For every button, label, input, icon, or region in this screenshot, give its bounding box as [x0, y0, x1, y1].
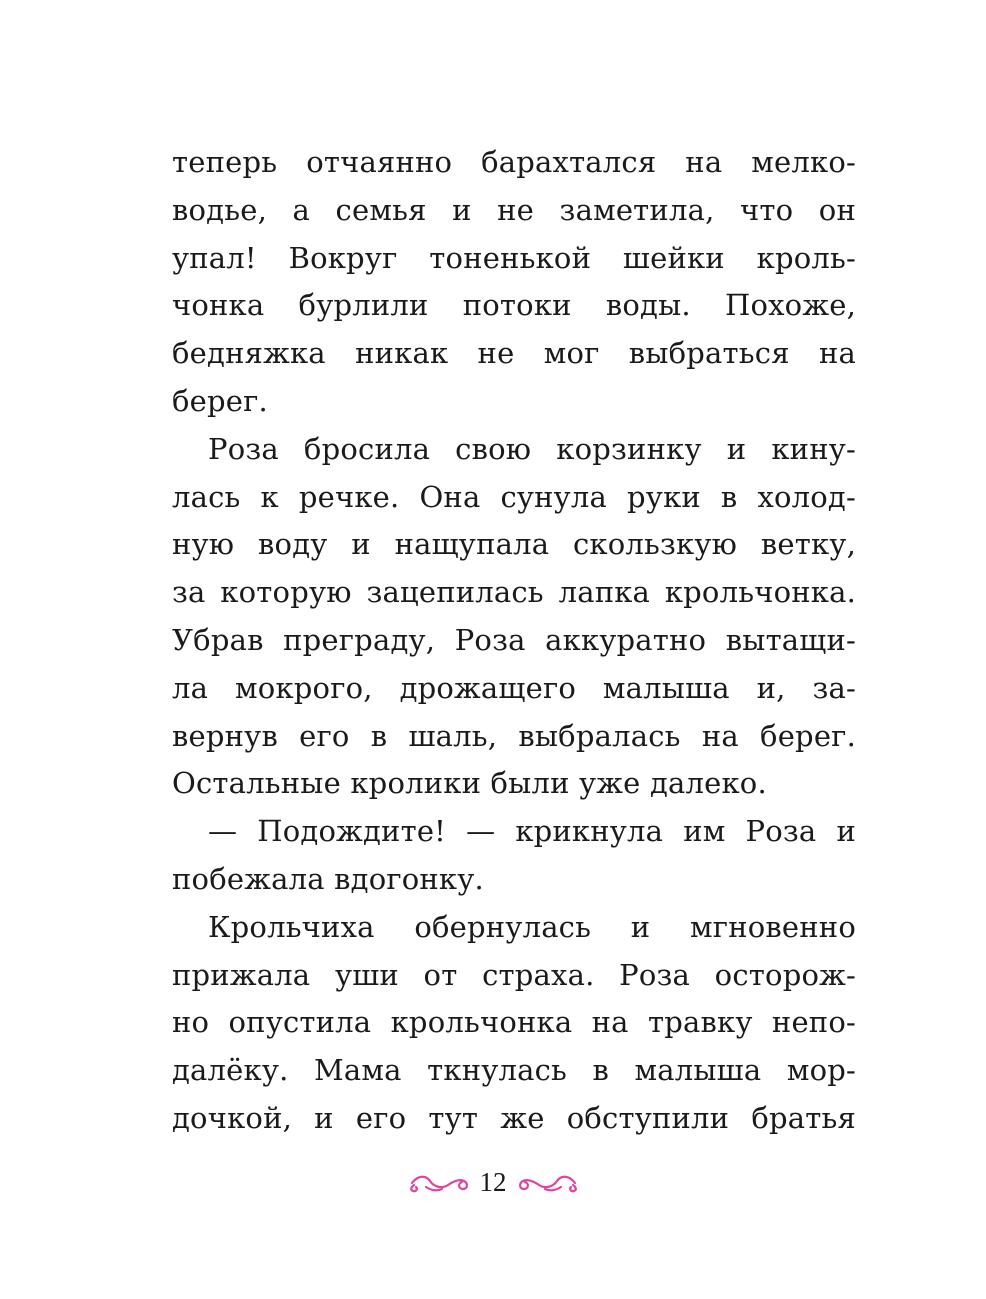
text-line: теперь отчаянно барахтался на мелко-: [172, 145, 856, 179]
text-line: лась к речке. Она сунула руки в холод-: [172, 479, 856, 514]
swirl-ornament-left-icon: [408, 1169, 470, 1195]
text-line: далёку. Мама ткнулась в малыша мор-: [172, 1053, 856, 1088]
text-line: вернув его в шаль, выбралась на берег.: [172, 718, 856, 753]
text-line: берег.: [172, 383, 268, 418]
page-body-text: [172, 139, 856, 1143]
text-line: ную воду и нащупала скользкую ветку,: [172, 527, 856, 562]
page-footer: [0, 1162, 986, 1202]
text-line: за которую зацепилась лапка крольчонка.: [172, 575, 856, 610]
text-line: чонка бурлили потоки воды. Похоже,: [172, 288, 856, 323]
text-line: Убрав преграду, Роза аккуратно вытащи-: [172, 622, 856, 657]
text-line: водье, а семья и не заметила, что он: [172, 192, 856, 227]
text-line: Крольчиха обернулась и мгновенно: [208, 909, 856, 944]
text-line: но опустила крольчонка на травку непо-: [172, 1005, 856, 1040]
text-line: прижала уши от страха. Роза осторож-: [172, 957, 856, 992]
text-line: Остальные кролики были уже далеко.: [172, 766, 767, 801]
swirl-ornament-right-icon: [517, 1169, 579, 1195]
text-line: упал! Вокруг тоненькой шейки кроль-: [172, 240, 856, 275]
page-number: 12: [479, 1167, 507, 1197]
text-line: дочкой, и его тут же обступили братья: [172, 1100, 856, 1135]
text-line: Роза бросила свою корзинку и кину-: [208, 431, 856, 466]
text-line: бедняжка никак не мог выбраться на: [172, 336, 856, 371]
text-line: побежала вдогонку.: [172, 861, 484, 896]
text-line: — Подождите! — крикнула им Роза и: [208, 814, 856, 849]
text-line: ла мокрого, дрожащего малыша и, за-: [172, 670, 856, 705]
